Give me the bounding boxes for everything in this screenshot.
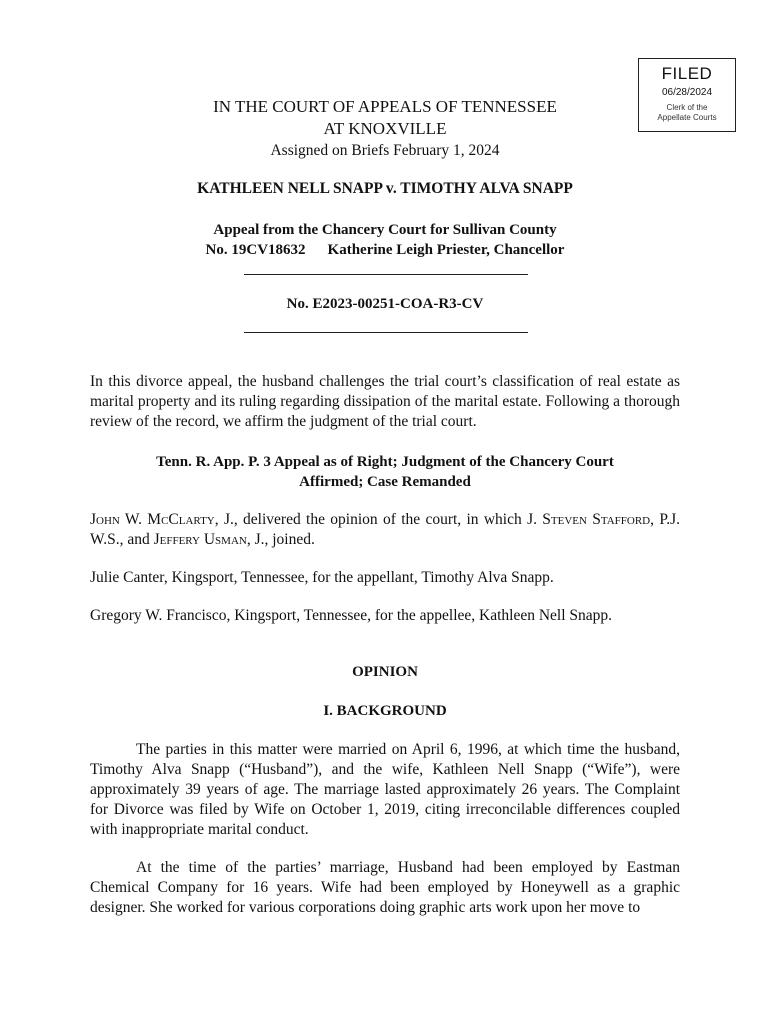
trial-case-number: No. 19CV18632 <box>205 242 306 258</box>
paragraph-2: At the time of the parties’ marriage, Husband had been employed by Eastman Chemical Company for 16 years. Wife had been employed by Honeywell as a graphic designer. She worked for various corporations doing graphic arts work upon her move to <box>90 859 680 916</box>
author-judge-name: John W. McClarty <box>90 511 215 528</box>
filed-stamp-clerk: Clerk of the <box>666 103 708 112</box>
disposition <box>90 452 680 492</box>
court-location: AT KNOXVILLE <box>323 119 447 138</box>
trial-court-line <box>90 240 680 260</box>
author-text-3: , J., joined. <box>246 531 315 548</box>
author-statement <box>90 510 680 550</box>
counsel-appellee: Gregory W. Francisco, Kingsport, Tennessee, for the appellee, Kathleen Nell Snapp. <box>90 607 613 624</box>
counsel-appellant: Julie Canter, Kingsport, Tennessee, for the appellant, Timothy Alva Snapp. <box>90 569 554 586</box>
appeal-info <box>90 220 680 260</box>
joining-judge-2: Jeffery Usman <box>153 531 247 548</box>
disposition-line-2: Affirmed; Case Remanded <box>299 474 471 490</box>
background-heading: I. BACKGROUND <box>323 703 447 719</box>
disposition-line-1: Tenn. R. App. P. 3 Appeal as of Right; Judgment of the Chancery Court <box>156 454 614 470</box>
filed-stamp-date: 06/28/2024 <box>661 87 713 98</box>
filed-stamp-title: FILED <box>661 64 713 83</box>
divider-top <box>244 274 528 275</box>
joining-judge-1: J. Steven Stafford <box>527 511 651 528</box>
divider-bottom <box>244 332 528 333</box>
trial-judge: Katherine Leigh Priester, Chancellor <box>327 242 565 258</box>
case-title: KATHLEEN NELL SNAPP v. TIMOTHY ALVA SNAPP <box>197 180 573 197</box>
opinion-heading: OPINION <box>352 664 418 680</box>
case-summary: In this divorce appeal, the husband challenges the trial court’s classification of real estate as marital property and its ruling regarding dissipation of the marital estate. Following a thorough review of the record, we affirm the judgment of the trial court. <box>90 373 680 430</box>
assigned-date: Assigned on Briefs February 1, 2024 <box>270 142 500 159</box>
author-text-1: , J., delivered the opinion of the court, in which <box>214 511 528 528</box>
filed-stamp-courts: Appellate Courts <box>657 113 717 122</box>
author-text-2: , P.J. W.S., and <box>90 511 681 548</box>
appeal-from: Appeal from the Chancery Court for Sullivan County <box>213 222 557 238</box>
court-name: IN THE COURT OF APPEALS OF TENNESSEE <box>213 97 557 116</box>
paragraph-1: The parties in this matter were married on April 6, 1996, at which time the husband, Timothy Alva Snapp (“Husband”), and the wife, Kathleen Nell Snapp (“Wife”), were approximately 39 years of age. The marriage lasted approximately 26 years. The Complaint for Divorce was filed by Wife on October 1, 2019, citing irreconcilable differences coupled with inappropriate marital conduct. <box>90 741 680 838</box>
docket-number: No. E2023-00251-COA-R3-CV <box>286 296 484 312</box>
court-header <box>90 96 680 162</box>
